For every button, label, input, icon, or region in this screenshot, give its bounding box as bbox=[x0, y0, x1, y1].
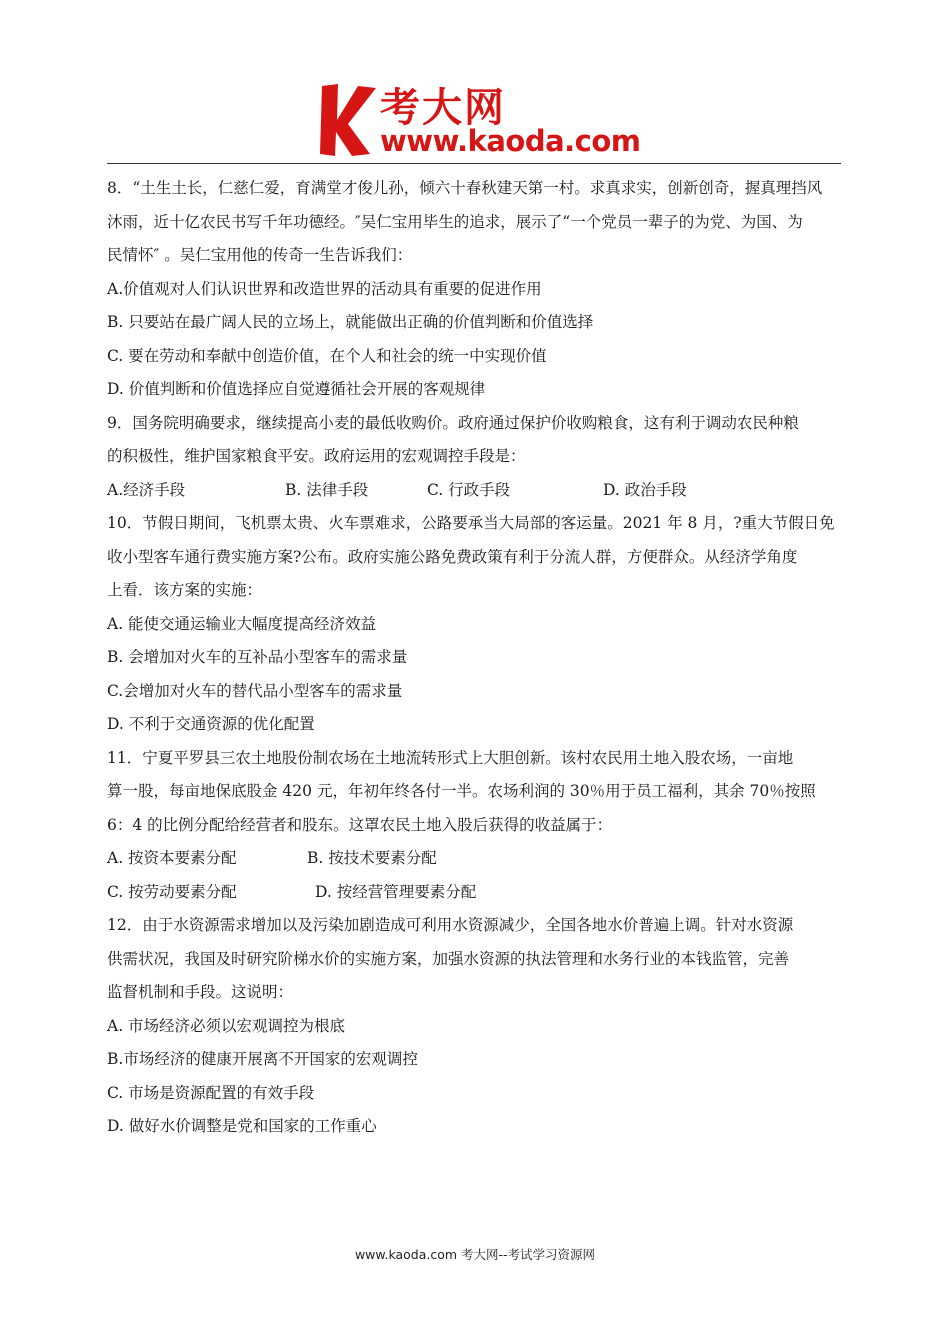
question-text-line: 沐雨，近十亿农民书写千年功德经。″吴仁宝用毕生的追求，展示了“一个党员一辈子的为党、为国、为 bbox=[107, 212, 803, 231]
option-a: A.价值观对人们认识世界和改造世界的活动具有重要的促进作用 bbox=[107, 279, 542, 298]
question-8 bbox=[107, 172, 841, 407]
option-d: D. 价值判断和价值选择应自觉遵循社会开展的客观规律 bbox=[107, 380, 486, 398]
option-a: A. 按资本要素分配 bbox=[107, 849, 237, 867]
option-b: B. 按技术要素分配 bbox=[307, 849, 437, 867]
option-c: C.会增加对火车的替代品小型客车的需求量 bbox=[107, 681, 403, 700]
options-row bbox=[107, 842, 841, 876]
option-d: D. 不利于交通资源的优化配置 bbox=[107, 715, 315, 733]
header-divider bbox=[107, 163, 841, 164]
question-text-line: 10．节假日期间，飞机票太贵、火车票难求，公路要承当大局部的客运量。2021 年 8 月，?重大节假日免 bbox=[107, 514, 835, 532]
option-a: A.经济手段 bbox=[107, 480, 186, 499]
option-d: D. 政治手段 bbox=[603, 480, 687, 499]
question-text-line: 民情怀″ 。吴仁宝用他的传奇一生告诉我们： bbox=[107, 246, 413, 264]
option-c: C. 市场是资源配置的有效手段 bbox=[107, 1083, 315, 1102]
page-footer[interactable]: www.kaoda.com 考大网--考试学习资源网 bbox=[354, 1247, 596, 1262]
option-c: C. 行政手段 bbox=[427, 480, 511, 499]
logo-chinese-name: 考大网 bbox=[380, 85, 506, 131]
option-d: D. 按经营管理要素分配 bbox=[315, 882, 477, 901]
options-row bbox=[107, 876, 841, 910]
options-row bbox=[107, 474, 841, 508]
question-content bbox=[107, 172, 841, 1144]
logo-url: www.kaoda.com bbox=[380, 124, 641, 158]
question-text-line: 9．国务院明确要求，继续提高小麦的最低收购价。政府通过保护价收购粮食，这有利于调动农民种粮 bbox=[107, 413, 799, 432]
question-12 bbox=[107, 909, 841, 1144]
question-text-line: 的积极性，维护国家粮食平安。政府运用的宏观调控手段是： bbox=[107, 447, 526, 465]
question-text-line: 8．“土生土长，仁慈仁爱，育满堂才俊儿孙，倾六十春秋建天第一村。求真求实，创新创奇，握真理挡风 bbox=[107, 179, 823, 197]
page-header bbox=[0, 0, 950, 165]
question-text-line: 收小型客车通行费实施方案?公布。政府实施公路免费政策有利于分流人群，方便群众。从经济学角度 bbox=[107, 547, 798, 566]
question-text-line: 算一股，每亩地保底股金 420 元，年初年终各付一半。农场利润的 30％用于员工福利，其余 70％按照 bbox=[107, 782, 816, 800]
question-10 bbox=[107, 507, 841, 742]
option-c: C. 要在劳动和奉献中创造价值，在个人和社会的统一中实现价值 bbox=[107, 346, 547, 365]
question-9 bbox=[107, 407, 841, 508]
k-logo-icon bbox=[318, 80, 380, 158]
option-b: B. 法律手段 bbox=[285, 480, 369, 499]
question-text-line: 11．宁夏平罗县三农土地股份制农场在土地流转形式上大胆创新。该村农民用土地入股农场，一亩地 bbox=[107, 748, 794, 767]
question-text-line: 供需状况，我国及时研究阶梯水价的实施方案，加强水资源的执法管理和水务行业的本钱监管，完善 bbox=[107, 949, 790, 968]
question-text-line: 12．由于水资源需求增加以及污染加剧造成可利用水资源减少，全国各地水价普遍上调。针对水资源 bbox=[107, 916, 794, 934]
option-a: A. 能使交通运输业大幅度提高经济效益 bbox=[107, 614, 377, 633]
option-c: C. 按劳动要素分配 bbox=[107, 882, 237, 901]
option-b: B.市场经济的健康开展离不开国家的宏观调控 bbox=[107, 1050, 418, 1068]
question-text-line: 上看．该方案的实施： bbox=[107, 581, 263, 599]
option-a: A. 市场经济必须以宏观调控为根底 bbox=[107, 1016, 346, 1035]
option-b: B. 只要站在最广阔人民的立场上，就能做出正确的价值判断和价值选择 bbox=[107, 313, 594, 331]
option-b: B. 会增加对火车的互补品小型客车的需求量 bbox=[107, 648, 408, 666]
option-d: D. 做好水价调整是党和国家的工作重心 bbox=[107, 1117, 377, 1135]
question-text-line: 6：4 的比例分配给经营者和股东。这罩农民土地入股后获得的收益属于： bbox=[107, 815, 613, 834]
kaoda-logo[interactable] bbox=[318, 80, 648, 160]
question-11 bbox=[107, 742, 841, 910]
question-text-line: 监督机制和手段。这说明： bbox=[107, 983, 294, 1001]
